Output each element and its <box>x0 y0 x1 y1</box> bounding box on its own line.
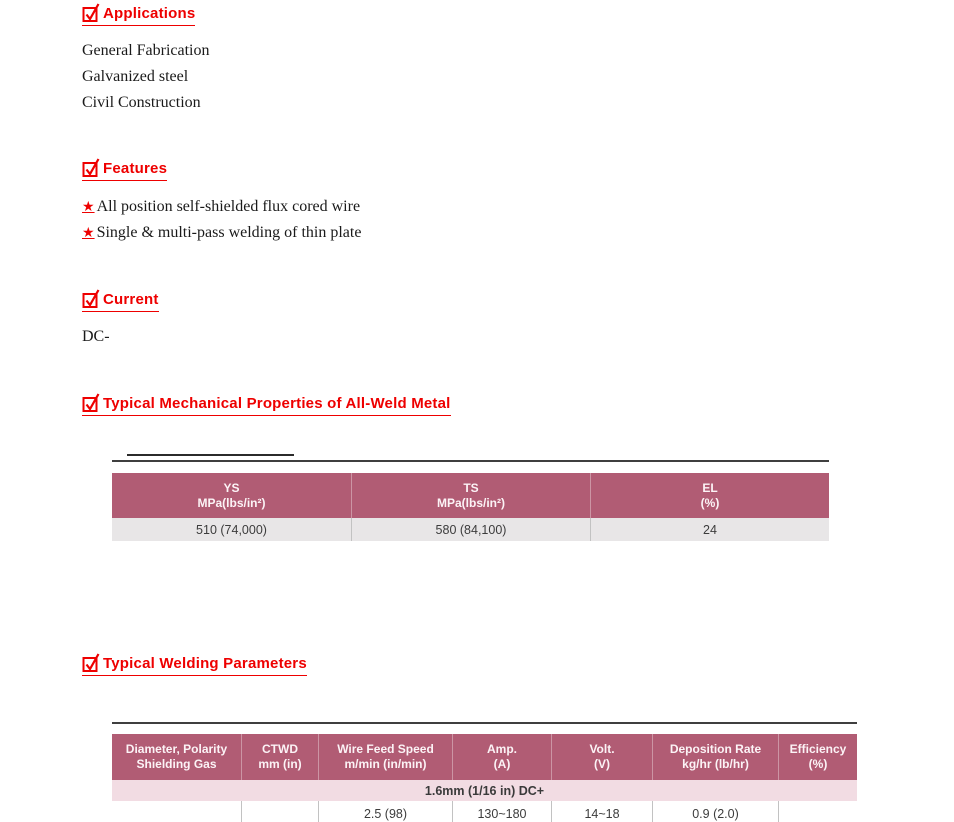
list-item: General Fabrication <box>82 42 210 59</box>
cell-volt: 14~18 <box>551 801 652 822</box>
cell-amp: 130~180 <box>452 801 551 822</box>
heading-mechanical-properties <box>82 392 451 416</box>
features-list <box>82 194 361 246</box>
feature-item <box>82 220 361 246</box>
heading-label: Current <box>103 291 159 308</box>
cell-el-value: 24 <box>590 518 829 541</box>
header-cell-wire-feed-speed: Wire Feed Speed m/min (in/min) <box>318 734 452 780</box>
cell-diameter <box>112 801 241 822</box>
star-bullet-icon: ★ <box>82 225 95 241</box>
cell-deposition-rate: 0.9 (2.0) <box>652 801 778 822</box>
table-header-row <box>112 473 829 518</box>
header-cell-ctwd: CTWD mm (in) <box>241 734 318 780</box>
table-subheader-row: 1.6mm (1/16 in) DC+ <box>112 780 857 801</box>
feature-item <box>82 194 361 220</box>
feature-text: All position self-shielded flux cored wire <box>96 198 361 215</box>
cropped-line-artifact <box>127 454 294 456</box>
header-cell-diameter: Diameter, Polarity Shielding Gas <box>125 742 228 771</box>
cell-ctwd <box>241 801 318 822</box>
heading-label: Features <box>103 160 168 177</box>
mechanical-properties-table <box>112 453 829 545</box>
cell-wire-feed-speed: 2.5 (98) <box>318 801 452 822</box>
header-cell-volt: Volt. (V) <box>551 734 652 780</box>
header-cell-amp: Amp. (A) <box>452 734 551 780</box>
star-bullet-icon: ★ <box>82 199 95 215</box>
list-item: Civil Construction <box>82 94 201 111</box>
heading-features <box>82 157 167 181</box>
checkbox-icon <box>82 652 101 673</box>
heading-label: Typical Mechanical Properties of All-Weld Metal <box>103 395 451 412</box>
checkbox-icon <box>82 157 101 178</box>
checkbox-icon <box>82 2 101 23</box>
welding-parameters-table <box>112 722 857 822</box>
cell-efficiency <box>778 801 857 822</box>
checkbox-icon <box>82 288 101 309</box>
heading-applications <box>82 2 195 26</box>
table-data-row <box>112 518 829 541</box>
table-header-row <box>112 734 857 780</box>
applications-list <box>82 38 210 116</box>
cell-ts-value: 580 (84,100) <box>351 518 590 541</box>
heading-label: Applications <box>103 5 196 22</box>
checkbox-icon <box>82 392 101 413</box>
header-cell-el: EL (%) <box>590 473 829 518</box>
table-top-rule <box>112 722 857 724</box>
header-cell-deposition-rate: Deposition Rate kg/hr (lb/hr) <box>652 734 778 780</box>
header-cell-ys: YS MPa(lbs/in²) <box>197 480 266 510</box>
heading-current <box>82 288 159 312</box>
current-value: DC- <box>82 328 110 345</box>
heading-label: Typical Welding Parameters <box>103 655 307 672</box>
feature-text: Single & multi-pass welding of thin plate <box>96 224 362 241</box>
cell-ys-value: 510 (74,000) <box>196 522 267 537</box>
table-data-row <box>112 801 857 822</box>
header-cell-ts: TS MPa(lbs/in²) <box>351 473 590 518</box>
table-top-rule <box>112 460 829 462</box>
list-item: Galvanized steel <box>82 68 189 85</box>
heading-welding-parameters <box>82 652 307 676</box>
header-cell-efficiency: Efficiency (%) <box>778 734 857 780</box>
